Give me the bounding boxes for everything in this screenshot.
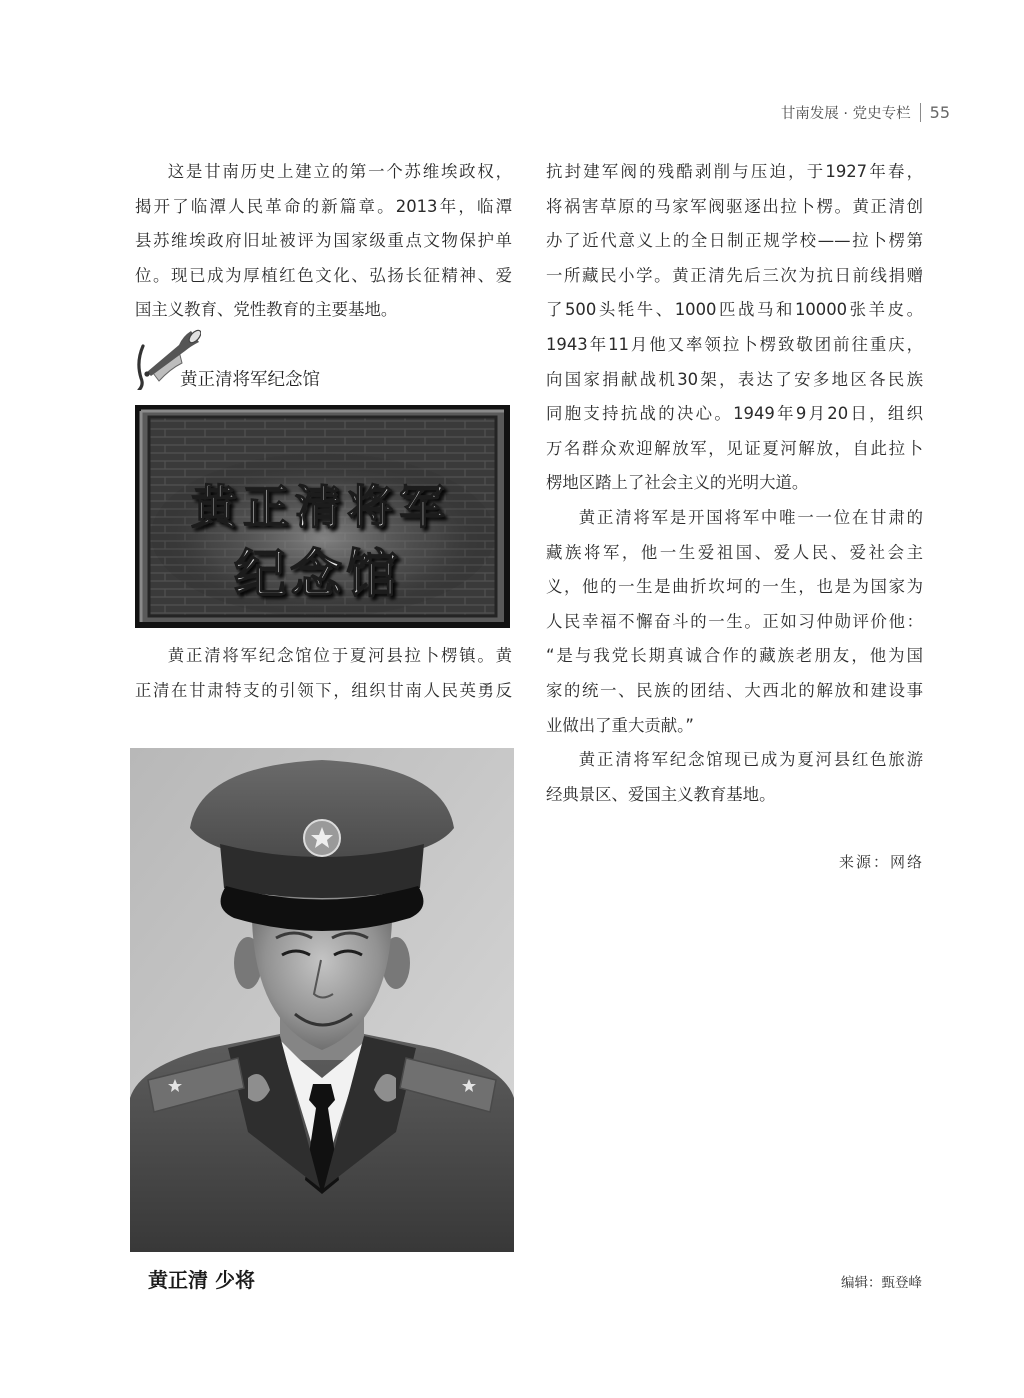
- text-line: 县苏维埃政府旧址被评为国家级重点文物保护单: [135, 231, 512, 251]
- text-line: 1943年11月他又率领拉卜楞致敬团前往重庆，: [546, 334, 923, 354]
- source-credit: 来源：网络: [838, 853, 924, 871]
- text-line: 向国家捐献战机30架，表达了安多地区各民族: [546, 369, 923, 389]
- text-line: 义，他的一生是曲折坎坷的一生，也是为国家为: [546, 577, 923, 597]
- text-line: 楞地区踏上了社会主义的光明大道。: [546, 473, 809, 493]
- portrait-caption: 黄正清 少将: [148, 1268, 255, 1292]
- text-line: 一所藏民小学。黄正清先后三次为抗日前线捐赠: [546, 265, 923, 285]
- page-number: 55: [929, 102, 950, 122]
- text-line: 藏族将军，他一生爱祖国、爱人民、爱社会主: [546, 542, 923, 562]
- text-line: 办了近代意义上的全日制正规学校——拉卜楞第: [546, 231, 923, 251]
- text-line: 了500头牦牛、1000匹战马和10000张羊皮。: [546, 300, 923, 320]
- text-line: 将祸害草原的马家军阀驱逐出拉卜楞。黄正清创: [546, 196, 923, 216]
- left-column-paragraph-1: [135, 155, 512, 328]
- text-line: 经典景区、爱国主义教育基地。: [546, 784, 776, 804]
- text-line: 业做出了重大贡献。”: [546, 715, 694, 735]
- editor-credit: 编辑：甄登峰: [841, 1275, 922, 1291]
- plaque-text-line-2: 纪念馆: [233, 544, 403, 605]
- text-line: 人民幸福不懈奋斗的一生。正如习仲勋评价他：: [546, 611, 923, 631]
- text-line: 黄正清将军纪念馆现已成为夏河县红色旅游: [578, 750, 923, 770]
- left-column-paragraph-2: [135, 639, 512, 708]
- text-line: 同胞支持抗战的决心。1949年9月20日，组织: [546, 404, 923, 424]
- text-line: 黄正清将军纪念馆位于夏河县拉卜楞镇。黄: [167, 646, 512, 665]
- right-column: [546, 155, 923, 812]
- page-header: [781, 101, 950, 123]
- section-title: 甘南发展 · 党史专栏: [780, 105, 911, 122]
- text-line: 抗封建军阀的残酷剥削与压迫，于1927年春，: [546, 162, 923, 181]
- text-line: 家的统一、民族的团结、大西北的解放和建设事: [546, 680, 923, 700]
- text-line: 这是甘南历史上建立的第一个苏维埃政权，: [167, 162, 512, 181]
- bugle-swoosh: [139, 346, 143, 390]
- text-line: 国主义教育、党性教育的主要基地。: [135, 300, 398, 320]
- plaque-text-line-1: 黄正清将军: [191, 480, 451, 534]
- text-line: 黄正清将军是开国将军中唯一一位在甘肃的: [578, 507, 923, 527]
- memorial-photo: [135, 405, 510, 628]
- text-line: 揭开了临潭人民革命的新篇章。2013年，临潭: [135, 196, 512, 216]
- text-line: “是与我党长期真诚合作的藏族老朋友，他为国: [546, 646, 923, 666]
- bugle-mouthpiece: [144, 371, 149, 376]
- text-line: 万名群众欢迎解放军，见证夏河解放，自此拉卜: [546, 438, 923, 458]
- portrait-photo: [130, 748, 514, 1252]
- section-heading: 黄正清将军纪念馆: [180, 370, 320, 390]
- text-line: 正清在甘肃特支的引领下，组织甘南人民英勇反: [135, 680, 512, 700]
- text-line: 位。现已成为厚植红色文化、弘扬长征精神、爱: [135, 265, 512, 285]
- header-divider: [920, 103, 921, 122]
